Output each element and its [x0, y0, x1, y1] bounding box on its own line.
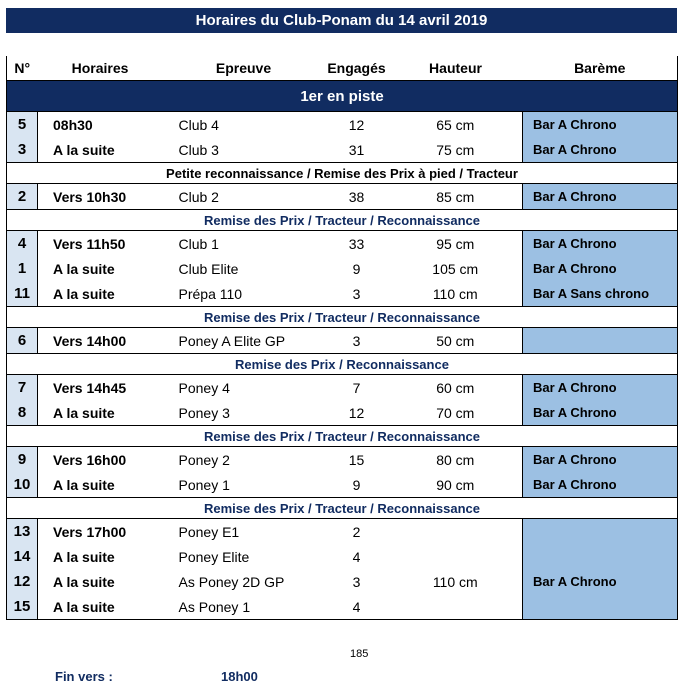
- separator-row: [7, 426, 678, 447]
- entry-count: 33: [325, 231, 389, 257]
- header-hauteur: Hauteur: [389, 56, 523, 81]
- entry-scale: Bar A Chrono: [523, 112, 678, 138]
- entry-event: As Poney 2D GP: [178, 573, 285, 590]
- separator-label: Petite reconnaissance / Remise des Prix à pied / Tracteur: [7, 163, 678, 184]
- entry-time: 08h30: [38, 112, 163, 138]
- entry-num: 15: [7, 594, 38, 620]
- entry-height: 70 cm: [389, 400, 523, 426]
- header-bareme: Barème: [523, 56, 678, 81]
- header-engages: Engagés: [325, 56, 389, 81]
- entry-count: 3: [352, 573, 361, 590]
- schedule-table: [6, 56, 678, 620]
- lead-row: [7, 81, 678, 112]
- entry-height: 110 cm: [389, 281, 523, 307]
- entry-num: 4: [7, 231, 38, 257]
- separator-row: [7, 307, 678, 328]
- separator-label: Remise des Prix / Tracteur / Reconnaissance: [7, 426, 678, 447]
- entry-event: Club Elite: [178, 260, 239, 277]
- entry-num: 11: [7, 281, 38, 307]
- table-row: [7, 184, 678, 210]
- entry-scale: Bar A Sans chrono: [523, 281, 678, 307]
- separator-row: [7, 498, 678, 519]
- entry-event: Poney Elite: [178, 548, 250, 565]
- table-row: [7, 328, 678, 354]
- entry-scale: [523, 594, 678, 620]
- entry-time: Vers 10h30: [38, 184, 163, 210]
- entry-time: A la suite: [53, 573, 115, 590]
- entry-count: 9: [352, 260, 361, 277]
- entry-scale: [523, 519, 678, 545]
- entry-time: A la suite: [38, 400, 163, 426]
- table-row: [7, 594, 678, 620]
- entry-event: Club 4: [163, 112, 325, 138]
- table-row: [7, 137, 678, 163]
- entry-time: A la suite: [38, 137, 163, 163]
- table-row: [7, 400, 678, 426]
- entry-height: 110 cm: [432, 573, 478, 590]
- entry-height: 65 cm: [389, 112, 523, 138]
- entry-height: 50 cm: [389, 328, 523, 354]
- end-time-value: 18h00: [221, 669, 258, 684]
- entry-count: 2: [325, 519, 389, 545]
- entry-count: 4: [352, 548, 361, 565]
- table-row: [7, 231, 678, 257]
- entry-count: 15: [325, 447, 389, 473]
- separator-row: [7, 354, 678, 375]
- entry-event: Club 3: [163, 137, 325, 163]
- entry-time: A la suite: [53, 548, 115, 565]
- separator-row: [7, 163, 678, 184]
- entry-count: 9: [325, 472, 389, 498]
- entry-scale: Bar A Chrono: [523, 137, 678, 163]
- entry-height: 105 cm: [432, 260, 479, 277]
- entry-time: A la suite: [53, 260, 115, 277]
- table-row: [7, 544, 678, 569]
- header-row: [7, 56, 678, 81]
- entry-num: 1: [7, 256, 38, 281]
- separator-label: Remise des Prix / Tracteur / Reconnaissance: [7, 307, 678, 328]
- entry-event: Club 2: [163, 184, 325, 210]
- separator-label: Remise des Prix / Reconnaissance: [7, 354, 678, 375]
- entry-scale: Bar A Chrono: [523, 447, 678, 473]
- entry-count: 4: [325, 594, 389, 620]
- entry-num: 14: [7, 544, 38, 569]
- entry-scale: Bar A Chrono: [523, 184, 678, 210]
- entry-event: Poney 4: [163, 375, 325, 401]
- entry-time: A la suite: [38, 281, 163, 307]
- entry-height: 75 cm: [389, 137, 523, 163]
- entry-num: 5: [7, 112, 38, 138]
- separator-label: Remise des Prix / Tracteur / Reconnaissance: [7, 498, 678, 519]
- separator-label: Remise des Prix / Tracteur / Reconnaissance: [7, 210, 678, 231]
- entry-height: [389, 544, 523, 569]
- entry-num: 6: [7, 328, 38, 354]
- entry-scale: Bar A Chrono: [523, 375, 678, 401]
- entry-num: 8: [7, 400, 38, 426]
- entry-event: Poney 2: [163, 447, 325, 473]
- separator-row: [7, 210, 678, 231]
- entry-time: Vers 16h00: [38, 447, 163, 473]
- entry-time: Vers 11h50: [38, 231, 163, 257]
- end-time-label: Fin vers :: [55, 669, 113, 684]
- entry-num: 12: [7, 569, 38, 594]
- entry-scale: [523, 328, 678, 354]
- entry-num: 3: [7, 137, 38, 163]
- entry-count: 12: [325, 112, 389, 138]
- entry-height: 80 cm: [389, 447, 523, 473]
- table-row: [7, 519, 678, 545]
- table-row: [7, 281, 678, 307]
- lead-label: 1er en piste: [7, 81, 678, 112]
- table-row: [7, 447, 678, 473]
- entry-scale: Bar A Chrono: [523, 472, 678, 498]
- entry-time: Vers 14h00: [38, 328, 163, 354]
- entry-count: 3: [325, 281, 389, 307]
- entry-num: 9: [7, 447, 38, 473]
- entry-count: 38: [325, 184, 389, 210]
- table-row: [7, 375, 678, 401]
- entry-scale: Bar A Chrono: [523, 256, 678, 281]
- entry-time: A la suite: [38, 594, 163, 620]
- entry-event: Club 1: [163, 231, 325, 257]
- entry-num: 13: [7, 519, 38, 545]
- entry-num: 2: [7, 184, 38, 210]
- entry-height: 60 cm: [389, 375, 523, 401]
- entry-scale: Bar A Chrono: [523, 569, 678, 594]
- table-row: [7, 472, 678, 498]
- entry-event: Poney E1: [163, 519, 325, 545]
- entry-num: 10: [7, 472, 38, 498]
- entry-count: 3: [325, 328, 389, 354]
- entry-time: Vers 14h45: [38, 375, 163, 401]
- entry-height: 90 cm: [389, 472, 523, 498]
- table-row: [7, 256, 678, 281]
- entry-event: Poney 1: [163, 472, 325, 498]
- entry-num: 7: [7, 375, 38, 401]
- entry-height: [389, 519, 523, 545]
- entry-time: A la suite: [38, 472, 163, 498]
- entry-height: 95 cm: [389, 231, 523, 257]
- entry-count: 7: [325, 375, 389, 401]
- entry-event: Poney 3: [163, 400, 325, 426]
- header-horaires: Horaires: [38, 56, 163, 81]
- total-entries: 185: [350, 648, 369, 660]
- entry-count: 31: [325, 137, 389, 163]
- entry-event: As Poney 1: [163, 594, 325, 620]
- entry-height: 85 cm: [389, 184, 523, 210]
- entry-height: [389, 594, 523, 620]
- entry-time: Vers 17h00: [38, 519, 163, 545]
- header-num: N°: [7, 56, 38, 81]
- page-title: Horaires du Club-Ponam du 14 avril 2019: [6, 8, 677, 33]
- entry-event: Prépa 110: [163, 281, 325, 307]
- entry-event: Poney A Elite GP: [163, 328, 325, 354]
- header-epreuve: Epreuve: [163, 56, 325, 81]
- table-row: [7, 569, 678, 594]
- table-row: [7, 112, 678, 138]
- entry-scale: Bar A Chrono: [523, 231, 678, 257]
- entry-scale: [523, 544, 678, 569]
- entry-scale: Bar A Chrono: [523, 400, 678, 426]
- entry-count: 12: [325, 400, 389, 426]
